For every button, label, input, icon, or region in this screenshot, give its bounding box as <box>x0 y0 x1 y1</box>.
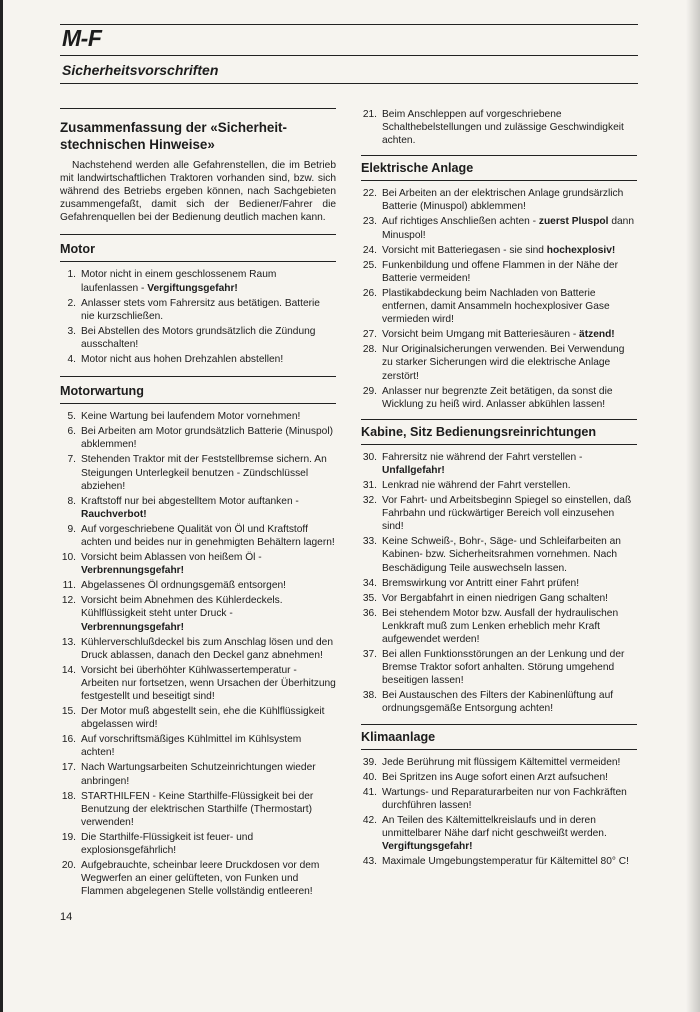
chapter-subtitle: Sicherheitsvorschriften <box>62 62 219 78</box>
safety-item <box>361 648 637 687</box>
safety-item <box>60 523 336 549</box>
item-number: 38. <box>362 690 377 702</box>
summary-title: Zusammenfassung der «Sicherheit-stechnischen Hinweise» <box>60 120 287 152</box>
safety-item <box>60 705 336 731</box>
safety-item <box>60 425 336 451</box>
item-text: Die Starthilfe-Flüssigkeit ist feuer- und explosionsgefährlich! <box>81 831 254 857</box>
item-text: An Teilen des Kältemittelkreislaufs und in deren unmittelbarer Nähe darf nicht geschweißt werden. <box>382 814 607 840</box>
safety-item <box>361 244 637 257</box>
item-number: 30. <box>362 451 377 463</box>
section-klima-header <box>361 729 637 750</box>
safety-item <box>361 855 637 868</box>
safety-item <box>361 689 637 715</box>
safety-item <box>60 636 336 662</box>
item-number: 31. <box>362 479 377 491</box>
safety-item <box>60 831 336 857</box>
item-number: 20. <box>61 860 76 872</box>
item-text: Bei Spritzen ins Auge sofort einen Arzt aufsuchen! <box>382 771 608 783</box>
item-warning: zuerst Pluspol <box>538 216 609 228</box>
motorwartung-list <box>60 410 336 898</box>
safety-item <box>361 385 637 411</box>
safety-item <box>361 108 637 147</box>
item-number: 36. <box>362 607 377 619</box>
item-number: 41. <box>362 786 377 798</box>
item-text-continued: dann Minuspol! <box>382 216 634 241</box>
item-text: Der Motor muß abgestellt sein, ehe die Kühlflüssigkeit abgelassen wird! <box>81 706 325 731</box>
item-number: 8. <box>67 495 76 507</box>
safety-item <box>361 814 637 853</box>
item-number: 24. <box>362 244 377 256</box>
safety-item <box>361 592 637 605</box>
item-text: Nach Wartungsarbeiten Schutzeinrichtungen wieder anbringen! <box>81 762 316 787</box>
safety-item <box>60 453 336 492</box>
item-number: 11. <box>62 580 76 592</box>
item-number: 19. <box>61 831 76 843</box>
item-number: 4. <box>67 354 76 366</box>
item-text: Vorsicht bei überhöhter Kühlwassertemperatur - Arbeiten nur fortsetzen, wenn Ursachen der Überhitzung festgestellt und beseitigt sind! <box>81 664 336 702</box>
item-number: 2. <box>67 297 76 309</box>
item-text: Keine Schweiß-, Bohr-, Säge- und Schleifarbeiten an Kabinen- bzw. Sicherheitsrahmen vornehmen. Nach Beschädigung Teile auswechseln lassen. <box>382 536 621 574</box>
item-number: 10. <box>61 552 76 564</box>
safety-item <box>361 771 637 784</box>
item-text: Aufgebrauchte, scheinbar leere Druckdosen vor dem Wegwerfen an einer gelüfteten, von Funken und Flammen abgelegenen Stelle vollständig entleeren! <box>81 860 320 898</box>
item-text: STARTHILFEN - Keine Starthilfe-Flüssigkeit bei der Benutzung der elektrischen Starthilfe (Thermostart) verwenden! <box>81 790 314 828</box>
section-title: Kabine, Sitz Bedienungsreinrichtungen <box>361 424 597 439</box>
item-number: 14. <box>61 664 76 676</box>
header-rule-top <box>60 24 638 25</box>
item-number: 6. <box>67 426 76 438</box>
safety-item <box>361 577 637 590</box>
safety-item <box>361 479 637 492</box>
safety-item <box>60 268 336 294</box>
right-column <box>361 108 637 870</box>
safety-item <box>60 353 336 366</box>
item-number: 43. <box>362 856 377 868</box>
item-number: 21. <box>362 109 377 120</box>
item-text: Bei allen Funktionsstörungen an der Lenkung und der Bremse Traktor sofort anhalten. Störung umgehend beseitigen lassen! <box>382 649 625 687</box>
item-text: Abgelassenes Öl ordnungsgemäß entsorgen! <box>81 580 287 592</box>
safety-item <box>60 325 336 351</box>
safety-item <box>361 756 637 769</box>
section-title: Klimaanlage <box>361 729 436 744</box>
summary-intro: Nachstehend werden alle Gefahrenstellen, die im Betrieb mit landwirtschaftlichen Traktoren vorhanden sind, bzw. sich während des Betriebs ergeben können, nach Sachgebieten zusammengefaßt, damit sich der Bediener/Fahrer die Gefahrenquellen bei der Bedienung deutlich machen kann. <box>60 160 336 224</box>
section-title: Elektrische Anlage <box>361 161 474 176</box>
item-number: 12. <box>61 595 76 607</box>
safety-item <box>60 410 336 423</box>
item-number: 22. <box>362 188 377 200</box>
kabine-list <box>361 451 637 716</box>
safety-item <box>60 551 336 577</box>
item-number: 34. <box>362 577 377 589</box>
item-text: Bei Austauschen des Filters der Kabinenlüftung auf ordnungsgemäße Entsorgung achten! <box>382 690 614 715</box>
item-warning: hochexplosiv! <box>546 244 616 256</box>
safety-item <box>60 297 336 323</box>
continued-list <box>361 108 637 147</box>
section-klima <box>361 724 637 869</box>
item-number: 1. <box>67 269 76 281</box>
item-warning: Vergiftungsgefahr! <box>147 282 238 294</box>
section-motor <box>60 234 336 366</box>
item-text: Motor nicht aus hohen Drehzahlen abstellen! <box>81 354 284 366</box>
item-text: Maximale Umgebungstemperatur für Kältemittel 80° C! <box>382 856 629 868</box>
item-text: Bei Abstellen des Motors grundsätzlich die Zündung ausschalten! <box>81 325 316 350</box>
item-text: Vor Bergabfahrt in einen niedrigen Gang schalten! <box>382 592 608 604</box>
item-number: 13. <box>61 636 76 648</box>
item-text: Vorsicht mit Batteriegasen - sie sind <box>382 244 547 256</box>
safety-item <box>361 535 637 574</box>
item-text: Kraftstoff nur bei abgestelltem Motor auftanken - <box>81 495 299 507</box>
header-rule-bottom <box>60 83 638 84</box>
page-shadow <box>686 0 700 1012</box>
item-number: 3. <box>67 325 76 337</box>
item-number: 28. <box>362 344 377 356</box>
item-text: Auf richtiges Anschließen achten - <box>382 216 539 228</box>
item-text: Auf vorgeschriebene Qualität von Öl und Kraftstoff achten und beides nur in genehmigten Behältern lagern! <box>81 523 335 548</box>
item-number: 29. <box>362 385 377 397</box>
safety-item <box>361 786 637 812</box>
safety-item <box>361 287 637 326</box>
item-text: Bei stehendem Motor bzw. Ausfall der hydraulischen Lenkkraft muß zum Lenken erheblich mehr Kraft aufgewendet werden! <box>382 607 619 645</box>
safety-item <box>361 259 637 285</box>
section-motor-header <box>60 239 336 262</box>
item-text: Vorsicht beim Abnehmen des Kühlerdeckels. Kühlflüssigkeit steht unter Druck - <box>81 595 283 620</box>
item-text: Auf vorschriftsmäßiges Kühlmittel im Kühlsystem achten! <box>81 734 302 759</box>
safety-item <box>60 579 336 592</box>
item-text: Anlasser nur begrenzte Zeit betätigen, da sonst die Wicklung zu heiß wird. Anlasser abkühlen lassen! <box>382 385 613 410</box>
item-number: 39. <box>362 756 377 768</box>
section-title: Motorwartung <box>60 384 144 399</box>
safety-item <box>361 607 637 646</box>
item-warning: Vergiftungsgefahr! <box>382 841 473 853</box>
item-number: 25. <box>362 259 377 271</box>
section-kabine-header <box>361 424 637 445</box>
left-column <box>60 108 336 900</box>
item-text: Beim Anschleppen auf vorgeschriebene Schalthebelstellungen und zulässige Geschwindigkeit achten. <box>382 109 624 147</box>
item-text: Bei Arbeiten am Motor grundsätzlich Batterie (Minuspol) abklemmen! <box>81 426 333 451</box>
item-number: 33. <box>362 536 377 548</box>
item-number: 35. <box>362 592 377 604</box>
item-text: Stehenden Traktor mit der Feststellbremse sichern. An Steigungen Unterlegkeil benutzen - Zündschlüssel abziehen! <box>81 454 327 492</box>
page-binding-edge <box>0 0 3 1012</box>
safety-item <box>361 494 637 533</box>
item-number: 40. <box>362 771 377 783</box>
safety-item <box>60 790 336 829</box>
section-title: Motor <box>60 242 95 257</box>
summary-section <box>60 108 336 224</box>
item-text: Nur Originalsicherungen verwenden. Bei Verwendung zu starker Sicherungen wird die elektrische Anlage zerstört! <box>382 344 625 382</box>
item-warning: Unfallgefahr! <box>382 464 445 476</box>
item-text: Vor Fahrt- und Arbeitsbeginn Spiegel so einstellen, daß Fahrbahn und rückwärtiger Bereich voll einzusehen sind! <box>382 495 632 533</box>
item-number: 9. <box>67 523 76 535</box>
item-number: 27. <box>362 329 377 341</box>
item-number: 26. <box>362 287 377 299</box>
item-warning: Rauchverbot! <box>81 508 147 520</box>
item-number: 7. <box>67 454 76 466</box>
item-text: Bei Arbeiten an der elektrischen Anlage grundsärzlich Batterie (Minuspol) abklemmen! <box>382 188 624 213</box>
item-text: Kühlerverschlußdeckel bis zum Anschlag lösen und den Druck ablassen, danach den Deckel ganz abnehmen! <box>81 636 334 661</box>
item-text: Anlasser stets vom Fahrersitz aus betätigen. Batterie nie kurzschließen. <box>81 297 320 322</box>
item-text: Bremswirkung vor Antritt einer Fahrt prüfen! <box>382 577 580 589</box>
item-number: 15. <box>61 706 76 718</box>
safety-item <box>60 761 336 787</box>
item-text: Jede Berührung mit flüssigem Kältemittel vermeiden! <box>382 756 621 768</box>
safety-item <box>361 451 637 477</box>
item-text: Plastikabdeckung beim Nachladen von Batterie entfernen, damit Ansammeln hochexplosiver Gase vermieden wird! <box>382 287 610 326</box>
chapter-title: M-F <box>62 25 102 51</box>
item-number: 5. <box>67 411 76 423</box>
item-warning: ätzend! <box>579 329 615 341</box>
elektrik-list <box>361 187 637 411</box>
klima-list <box>361 756 637 869</box>
item-text: Keine Wartung bei laufendem Motor vornehmen! <box>81 411 301 423</box>
safety-item <box>60 859 336 898</box>
item-number: 17. <box>61 762 76 774</box>
safety-item <box>361 187 637 213</box>
item-number: 23. <box>362 216 377 228</box>
header-rule-middle <box>60 55 638 56</box>
item-text: Fahrersitz nie während der Fahrt verstellen - <box>382 451 583 463</box>
section-motorwartung <box>60 376 336 898</box>
item-number: 37. <box>362 649 377 661</box>
section-motorwartung-header <box>60 381 336 404</box>
item-number: 42. <box>362 814 377 826</box>
section-elektrik-header <box>361 160 637 181</box>
safety-item <box>361 215 637 241</box>
safety-item <box>361 328 637 341</box>
page-number: 14 <box>60 911 73 923</box>
safety-item <box>361 343 637 382</box>
safety-item <box>60 594 336 633</box>
item-text: Funkenbildung und offene Flammen in der Nähe der Batterie vermeiden! <box>382 259 618 284</box>
item-text: Vorsicht beim Ablassen von heißem Öl - <box>81 552 262 564</box>
item-number: 18. <box>61 790 76 802</box>
safety-item <box>60 733 336 759</box>
item-text: Lenkrad nie während der Fahrt verstellen. <box>382 479 571 491</box>
section-kabine <box>361 419 637 716</box>
item-number: 32. <box>362 495 377 507</box>
section-elektrik <box>361 155 637 411</box>
item-number: 16. <box>61 734 76 746</box>
safety-item <box>60 664 336 703</box>
item-text: Wartungs- und Reparaturarbeiten nur von Fachkräften durchführen lassen! <box>382 786 627 811</box>
motor-list <box>60 268 336 366</box>
item-text: Motor nicht in einem geschlossenem Raum laufenlassen - <box>81 269 277 294</box>
item-warning: Verbrennungsgefahr! <box>81 621 185 633</box>
safety-item <box>60 495 336 521</box>
item-text: Vorsicht beim Umgang mit Batteriesäuren - <box>382 329 580 341</box>
item-warning: Verbrennungsgefahr! <box>81 565 185 577</box>
